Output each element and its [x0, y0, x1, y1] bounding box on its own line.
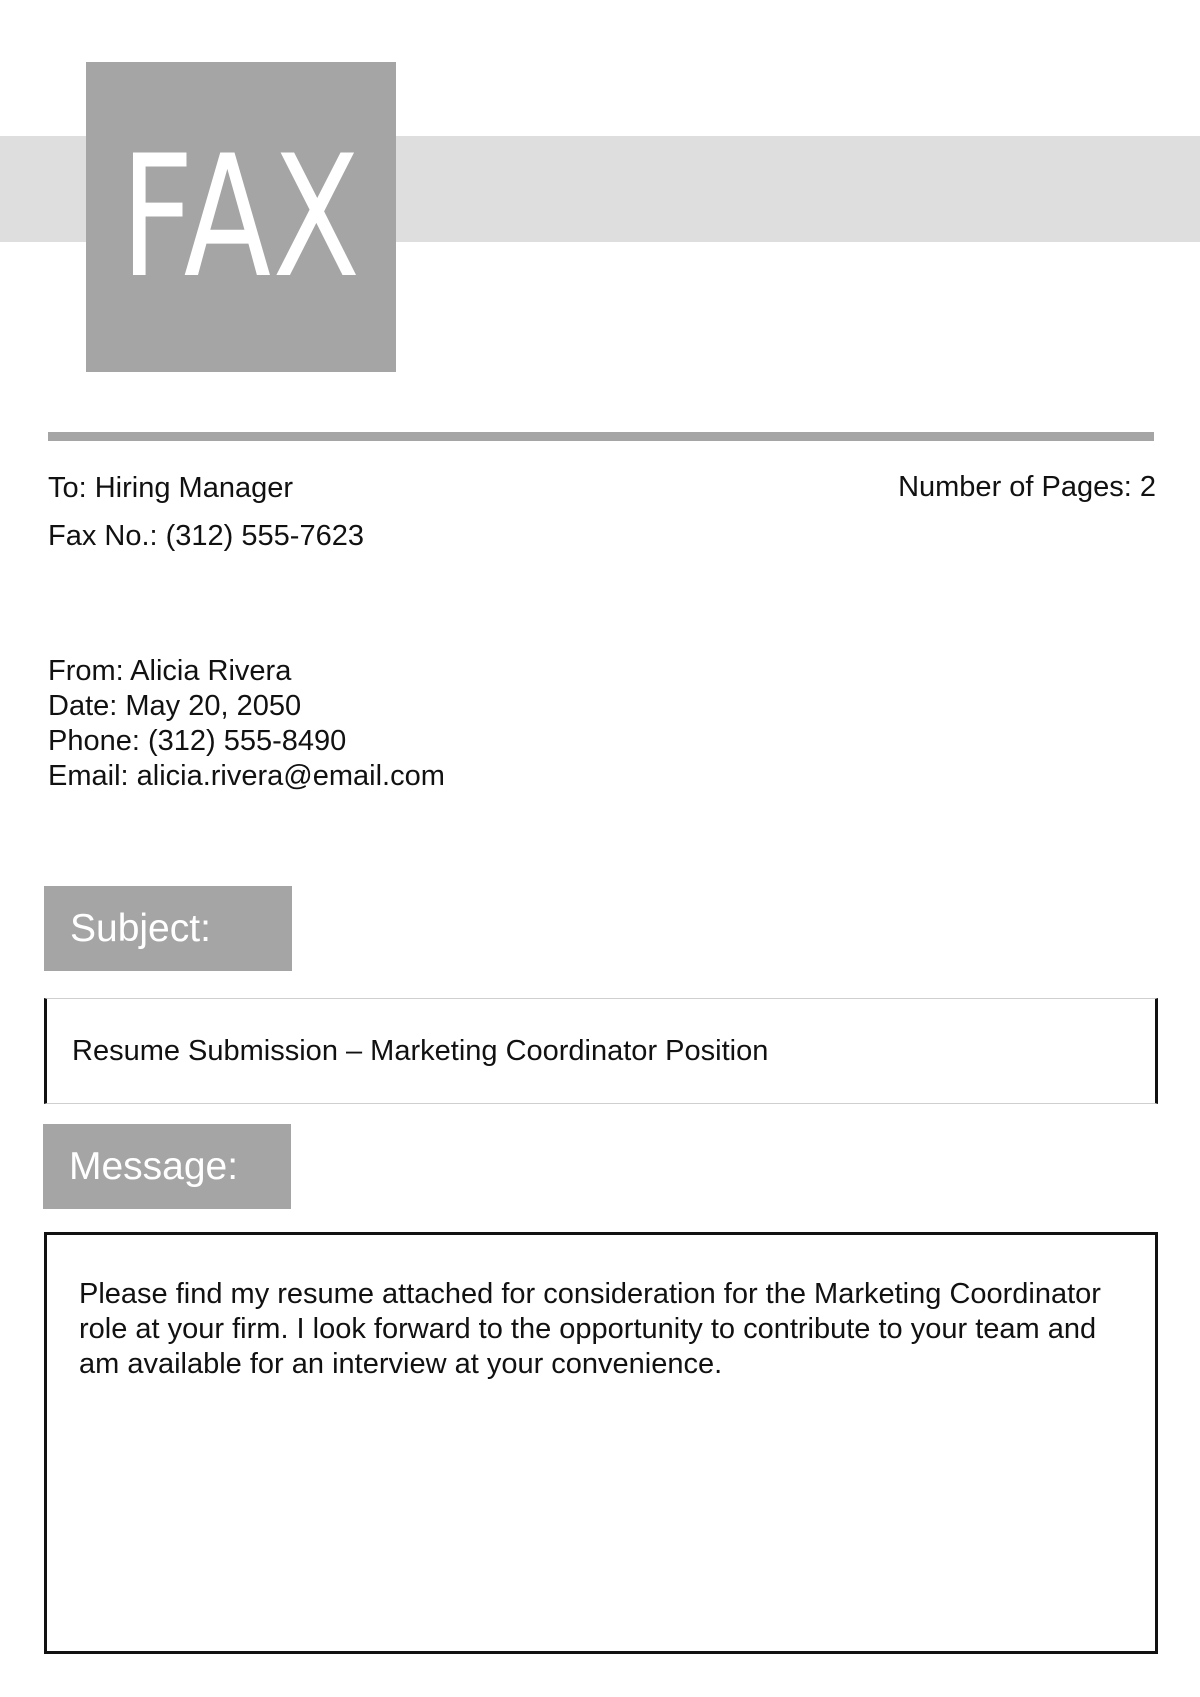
- subject-box: [44, 998, 1158, 1104]
- subject-label: Subject:: [44, 886, 292, 971]
- message-box: [44, 1232, 1158, 1654]
- message-label: Message:: [43, 1124, 291, 1209]
- sender-from: From: Alicia Rivera: [48, 655, 292, 687]
- header-divider: [48, 432, 1154, 441]
- sender-phone: Phone: (312) 555-8490: [48, 725, 347, 757]
- fax-title: FAX: [120, 119, 362, 315]
- message-text: Please find my resume attached for consideration for the Marketing Coordinator role at your firm. I look forward to the opportunity to contribute to your team and am available for an interview at your convenience.: [79, 1278, 1101, 1380]
- sender-details: [48, 654, 445, 794]
- recipient-fax-number: Fax No.: (312) 555-7623: [48, 520, 364, 552]
- recipient-to: To: Hiring Manager: [48, 472, 293, 504]
- sender-email: Email: alicia.rivera@email.com: [48, 760, 445, 792]
- subject-text: Resume Submission – Marketing Coordinator Position: [72, 1035, 769, 1067]
- sender-date: Date: May 20, 2050: [48, 690, 302, 722]
- fax-title-box: [86, 62, 396, 372]
- number-of-pages: Number of Pages: 2: [898, 471, 1156, 503]
